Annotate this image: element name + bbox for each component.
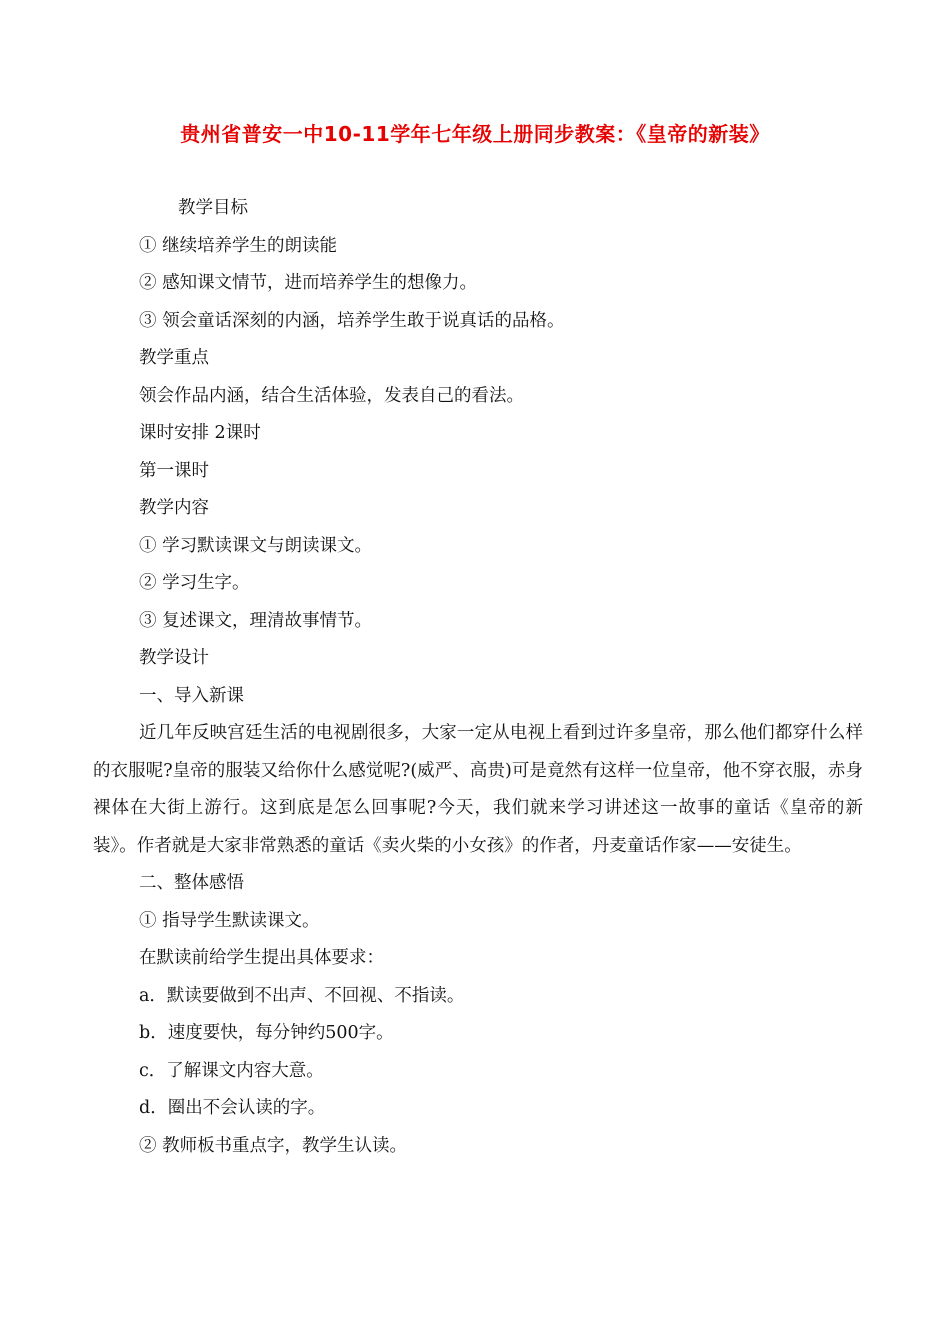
requirements-intro: 在默读前给学生提出具体要求：: [139, 948, 384, 968]
requirement-c: c．了解课文内容大意。: [139, 1060, 324, 1081]
heading-teaching-content: 教学内容: [139, 498, 209, 518]
intro-paragraph: 近几年反映宫廷生活的电视剧很多，大家一定从电视上看到过许多皇帝，那么他们都穿什么样的衣服呢?皇帝的服装又给你什么感觉呢?(威严、高贵)可是竟然有这样一位皇帝，他不穿衣服，赤身裸体在大街上游行。这到底是怎么回事呢?今天，我们就来学习讲述这一故事的童话《皇帝的新装》。作者就是大家非常熟悉的童话《卖火柴的小女孩》的作者，丹麦童话作家——安徒生。: [93, 723, 863, 856]
requirement-a: a．默读要做到不出声、不回视、不指读。: [139, 985, 465, 1006]
heading-first-lesson: 第一课时: [139, 460, 209, 481]
requirement-d: d．圈出不会认读的字。: [139, 1098, 326, 1118]
overall-item-1: ① 指导学生默读课文。: [139, 910, 320, 931]
goal-item-2: ② 感知课文情节，进而培养学生的想像力。: [139, 273, 478, 293]
requirement-b: b．速度要快，每分钟约500字。: [139, 1023, 394, 1043]
document-title: 贵州省普安一中10-11学年七年级上册同步教案：《皇帝的新装》: [180, 122, 770, 146]
heading-key-points: 教学重点: [139, 348, 209, 368]
key-points-text: 领会作品内涵，结合生活体验，发表自己的看法。: [139, 385, 524, 406]
schedule-text: 课时安排 2课时: [139, 423, 261, 443]
content-item-3: ③ 复述课文，理清故事情节。: [139, 610, 373, 631]
heading-teaching-design: 教学设计: [139, 648, 209, 668]
document-body: [93, 190, 863, 1165]
goal-item-1: ① 继续培养学生的朗读能: [139, 235, 338, 256]
content-item-1: ① 学习默读课文与朗读课文。: [139, 535, 373, 556]
goal-item-3: ③ 领会童话深刻的内涵，培养学生敢于说真话的品格。: [139, 310, 565, 331]
section-overall: 二、整体感悟: [139, 873, 244, 893]
overall-item-2: ② 教师板书重点字，教学生认读。: [139, 1135, 408, 1156]
section-intro: 一、导入新课: [139, 685, 244, 706]
heading-teaching-goals: 教学目标: [178, 198, 248, 218]
content-item-2: ② 学习生字。: [139, 573, 250, 593]
